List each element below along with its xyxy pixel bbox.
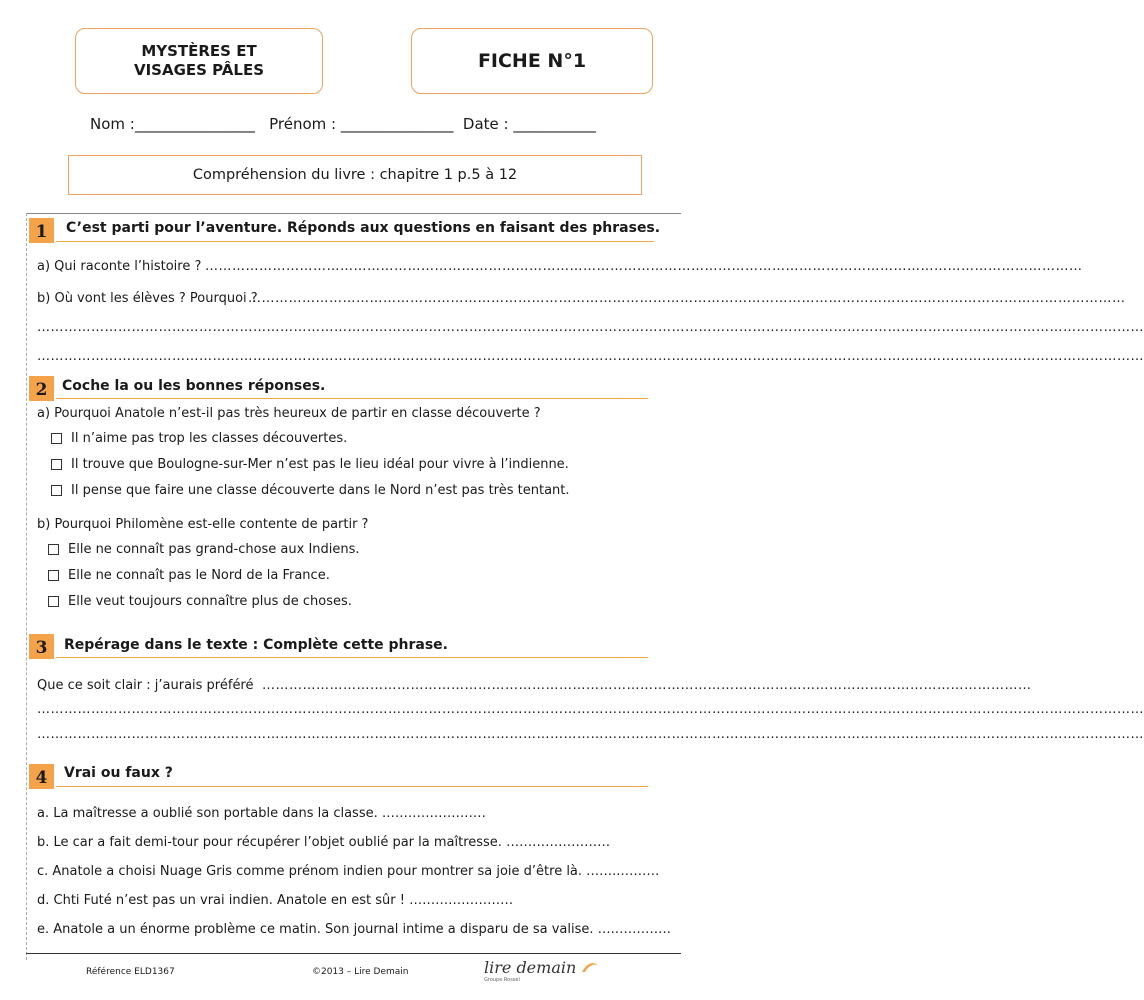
reference: Référence ELD1367 bbox=[86, 967, 175, 977]
answer-line[interactable]: ………………………………………………………………………………………………………………………………………………………………………………………………………………………… bbox=[37, 349, 1144, 364]
question-2a: a) Pourquoi Anatole n’est-il pas très heureux de partir en classe découverte ? bbox=[37, 406, 541, 421]
option-2a-2: Il trouve que Boulogne-sur-Mer n’est pas le lieu idéal pour vivre à l’indienne. bbox=[71, 457, 569, 472]
option-2b-3: Elle veut toujours connaître plus de choses. bbox=[68, 594, 352, 609]
book-title-line1: MYSTÈRES ET bbox=[141, 42, 257, 60]
identity-line: Nom :________________ Prénom : _______________ Date : ___________ bbox=[90, 115, 596, 133]
statement-e: e. Anatole a un énorme problème ce matin. Son journal intime a disparu de sa valise. ….…………. bbox=[37, 922, 671, 937]
option-2b-1: Elle ne connaît pas grand-chose aux Indiens. bbox=[68, 542, 360, 557]
book-title-line2: VISAGES PÂLES bbox=[133, 61, 265, 79]
logo-subtitle: Groupe Rossel bbox=[484, 977, 520, 983]
checkbox[interactable] bbox=[48, 596, 59, 607]
checkbox[interactable] bbox=[48, 544, 59, 555]
answer-line[interactable]: …………………………………………………………………………………………………………………………………………………………………………… bbox=[205, 259, 1083, 274]
statement-a: a. La maîtresse a oublié son portable dans la classe. …………………… bbox=[37, 806, 486, 821]
book-title-box bbox=[75, 28, 323, 94]
question-1a: a) Qui raconte l’histoire ? bbox=[37, 259, 202, 274]
statement-b: b. Le car a fait demi-tour pour récupérer l’objet oublié par la maîtresse. …………………… bbox=[37, 835, 611, 850]
publisher-logo bbox=[484, 958, 599, 977]
section-1-number: 1 bbox=[29, 218, 54, 243]
option-2a-3: Il pense que faire une classe découverte dans le Nord n’est pas très tentant. bbox=[71, 483, 570, 498]
completion-prompt: Que ce soit clair : j’aurais préféré bbox=[37, 678, 254, 693]
statement-c: c. Anatole a choisi Nuage Gris comme prénom indien pour montrer sa joie d’être là. ……..……… bbox=[37, 864, 660, 879]
fiche-number: FICHE N°1 bbox=[477, 50, 587, 72]
checkbox[interactable] bbox=[48, 570, 59, 581]
chapter-label: Compréhension du livre : chapitre 1 p.5 à 12 bbox=[192, 167, 518, 183]
section-4-number: 4 bbox=[29, 764, 54, 789]
logo-swoosh-icon bbox=[581, 961, 599, 973]
section-2-number: 2 bbox=[29, 376, 54, 401]
section-3-number: 3 bbox=[29, 634, 54, 659]
answer-line[interactable]: …………………………………………………………………………………………………………………………………………………………………………… bbox=[248, 291, 1126, 306]
section-4-title: Vrai ou faux ? bbox=[64, 765, 173, 781]
answer-line[interactable]: ………………………………………………………………………………………………………………………………………………………………………………………………………………………… bbox=[37, 727, 1144, 742]
question-2b: b) Pourquoi Philomène est-elle contente de partir ? bbox=[37, 517, 369, 532]
answer-line[interactable]: ……………………………………………………………………………………………………………………………………………………… bbox=[262, 678, 1032, 693]
checkbox[interactable] bbox=[51, 459, 62, 470]
fiche-number-box bbox=[411, 28, 653, 94]
section-4-rule bbox=[56, 786, 648, 787]
section-3-title: Repérage dans le texte : Complète cette phrase. bbox=[64, 637, 448, 653]
question-1b: b) Où vont les élèves ? Pourquoi ? bbox=[37, 291, 258, 306]
section-1-title: C’est parti pour l’aventure. Réponds aux questions en faisant des phrases. bbox=[66, 220, 661, 236]
option-2b-2: Elle ne connaît pas le Nord de la France. bbox=[68, 568, 330, 583]
section-1-rule bbox=[56, 241, 654, 242]
logo-text: lire demain bbox=[484, 958, 577, 977]
answer-line[interactable]: ………………………………………………………………………………………………………………………………………………………………………………………………………………………… bbox=[37, 702, 1144, 717]
top-divider bbox=[26, 213, 681, 214]
checkbox[interactable] bbox=[51, 485, 62, 496]
left-margin-line bbox=[26, 213, 27, 960]
option-2a-1: Il n’aime pas trop les classes découvertes. bbox=[71, 431, 348, 446]
checkbox[interactable] bbox=[51, 433, 62, 444]
footer-divider bbox=[26, 953, 681, 954]
answer-line[interactable]: ………………………………………………………………………………………………………………………………………………………………………………………………………………………… bbox=[37, 320, 1144, 335]
chapter-box bbox=[68, 155, 642, 195]
section-2-title: Coche la ou les bonnes réponses. bbox=[62, 378, 326, 394]
section-2-rule bbox=[56, 398, 648, 399]
section-3-rule bbox=[56, 657, 648, 658]
statement-d: d. Chti Futé n’est pas un vrai indien. Anatole en est sûr ! …………………… bbox=[37, 893, 514, 908]
copyright: ©2013 – Lire Demain bbox=[312, 967, 409, 977]
